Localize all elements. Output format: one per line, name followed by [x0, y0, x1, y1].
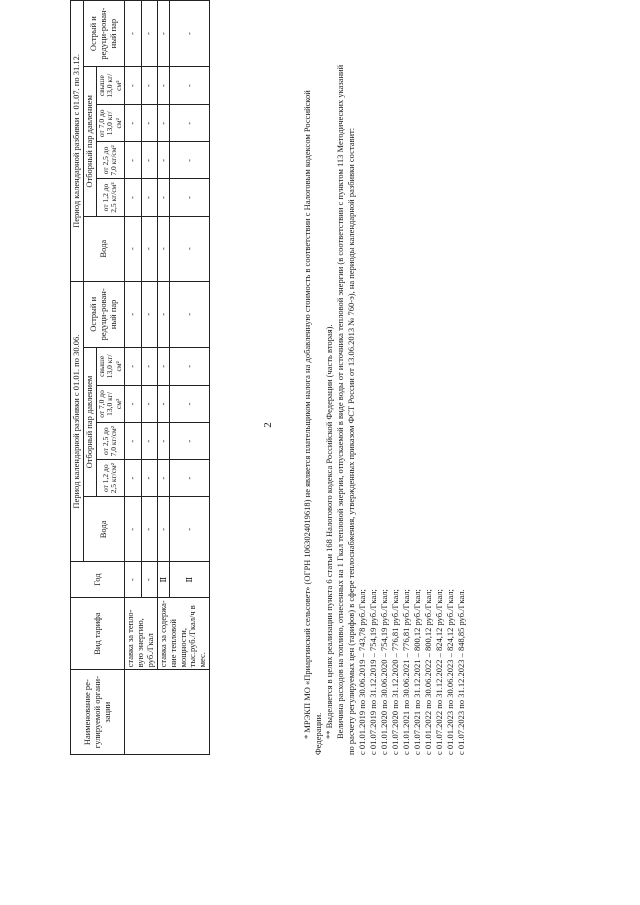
- header-p2-b: от 2,5 до 7,0 кг/см²: [96, 142, 125, 179]
- header-water-1: Вода: [83, 497, 125, 562]
- header-p3-a: от 7,0 до 13,0 кг/см²: [96, 385, 125, 422]
- table-row: [125, 1, 141, 755]
- header-period-2: Период календарной разбивки с 01.07. по 31.12.: [71, 1, 84, 282]
- cell: -: [170, 216, 210, 281]
- list-item: с 01.01.2021 по 30.06.2021 – 776,81 руб./Гкал;: [401, 589, 411, 755]
- list-item: с 01.07.2022 по 31.12.2022 – 824,12 руб./Гкал;: [434, 589, 444, 755]
- header-row-1: [71, 1, 84, 755]
- tariff-type-1: ставка за тепло-вую энергию, руб./Гкал: [125, 597, 157, 670]
- list-item: с 01.01.2020 по 30.06.2020 – 754,19 руб./Гкал;: [379, 589, 389, 755]
- cell: -: [141, 216, 157, 281]
- cell: -: [157, 497, 170, 562]
- tariff-table: [70, 0, 210, 755]
- cell: -: [125, 67, 141, 105]
- cell: -: [157, 216, 170, 281]
- cell: -: [125, 142, 141, 179]
- cell: -: [141, 1, 157, 67]
- header-steam-2: Отборный пар давлением: [83, 67, 96, 216]
- cell: -: [157, 1, 170, 67]
- cell: -: [157, 385, 170, 422]
- cell: -: [125, 385, 141, 422]
- cell: -: [141, 347, 157, 385]
- cell: -: [141, 105, 157, 142]
- header-p2-a: от 2,5 до 7,0 кг/см²: [96, 423, 125, 460]
- cell: -: [170, 460, 210, 497]
- year-cell: Ⅱ: [157, 562, 170, 597]
- header-p1-b: от 1,2 до 2,5 кг/см²: [96, 179, 125, 216]
- cell: -: [170, 179, 210, 216]
- header-water-2: Вода: [83, 216, 125, 281]
- footnote-3: Величина расходов на топливо, отнесенных на 1 Гкал тепловой энергии, отпускаемой в виде воды от источника тепловой энергии (в соответствии с пунктом 113 Методических указаний по расчету регулируемых цен (тарифов) в сфере теплоснабжения, утвержденных приказом ФСТ России от 13.06.2013 № 760-э), на периоды календарной разбивки составит:: [335, 64, 356, 755]
- header-tariff-type: Вид тарифа: [71, 597, 125, 670]
- list-item: с 01.07.2019 по 31.12.2019 – 754,19 руб./Гкал;: [368, 589, 378, 755]
- org-name-cell: [125, 670, 210, 755]
- cell: -: [125, 347, 141, 385]
- cell: -: [157, 67, 170, 105]
- header-year: Год: [71, 562, 125, 597]
- page-number: 2: [262, 422, 274, 428]
- header-steam-1: Отборный пар давлением: [83, 347, 96, 496]
- list-item: с 01.01.2022 по 30.06.2022 – 800,12 руб./Гкал;: [423, 589, 433, 755]
- list-item: с 01.07.2023 по 31.12.2023 – 848,85 руб./Гкал.: [456, 589, 466, 755]
- cell: -: [170, 1, 210, 67]
- header-sharp-2: Острый и редуци-рован-ный пар: [83, 1, 125, 67]
- cell: -: [125, 497, 141, 562]
- header-p3-b: от 7,0 до 13,0 кг/см²: [96, 105, 125, 142]
- header-p1-a: от 1,2 до 2,5 кг/см²: [96, 460, 125, 497]
- cell: -: [141, 142, 157, 179]
- cell: -: [157, 460, 170, 497]
- footnotes: [302, 55, 467, 755]
- cell: -: [170, 142, 210, 179]
- list-item: с 01.01.2023 по 30.06.2023 – 824,12 руб./Гкал;: [445, 589, 455, 755]
- cell: -: [125, 281, 141, 347]
- fuel-cost-list: [357, 55, 467, 755]
- cell: -: [141, 67, 157, 105]
- header-p4-b: свыше 13,0 кг/см²: [96, 67, 125, 105]
- footnote-1: * МРЭКП МО «Приаргинский сельсовет» (ОГРН 1063024019618) не является плательщиком налога на добавленную стоимость в соответствии с Налоговым кодексом Российской Федерации.: [302, 90, 323, 755]
- cell: -: [141, 385, 157, 422]
- cell: -: [170, 385, 210, 422]
- cell: -: [125, 105, 141, 142]
- cell: -: [141, 423, 157, 460]
- cell: -: [125, 1, 141, 67]
- cell: -: [141, 281, 157, 347]
- header-sharp-1: Острый и редуци-рован-ный пар: [83, 281, 125, 347]
- list-item: с 01.07.2020 по 31.12.2020 – 776,81 руб./Гкал;: [390, 589, 400, 755]
- table-row: [157, 1, 170, 755]
- cell: -: [125, 460, 141, 497]
- cell: -: [141, 460, 157, 497]
- cell: -: [170, 105, 210, 142]
- list-item: с 01.07.2021 по 31.12.2021 – 800,12 руб./Гкал;: [412, 589, 422, 755]
- cell: -: [157, 142, 170, 179]
- cell: -: [125, 179, 141, 216]
- footnote-2: ** Выделяется в целях реализации пункта 6 статьи 168 Налогового кодекса Российской Федерации (часть вторая).: [324, 324, 334, 739]
- header-name: Наименование ре-гулируемой органи-зации: [71, 670, 125, 755]
- cell: -: [170, 281, 210, 347]
- cell: -: [125, 423, 141, 460]
- cell: -: [157, 105, 170, 142]
- cell: -: [141, 179, 157, 216]
- header-p4-a: свыше 13,0 кг/см²: [96, 347, 125, 385]
- cell: -: [157, 347, 170, 385]
- year-cell: -: [141, 562, 157, 597]
- cell: -: [157, 423, 170, 460]
- year-cell: Ⅱ: [170, 562, 210, 597]
- list-item: с 01.01.2019 по 30.06.2019 – 743,78 руб./Гкал;: [357, 589, 367, 755]
- cell: -: [170, 497, 210, 562]
- cell: -: [157, 179, 170, 216]
- cell: -: [170, 423, 210, 460]
- tariff-type-2: ставка за содержа-ние тепловой мощности, тыс.руб./Гкал/ч в мес.: [157, 597, 210, 670]
- cell: -: [125, 216, 141, 281]
- cell: -: [170, 347, 210, 385]
- cell: -: [170, 67, 210, 105]
- cell: -: [157, 281, 170, 347]
- cell: -: [141, 497, 157, 562]
- year-cell: -: [125, 562, 141, 597]
- header-period-1: Период календарной разбивки с 01.01. по 30.06.: [71, 281, 84, 562]
